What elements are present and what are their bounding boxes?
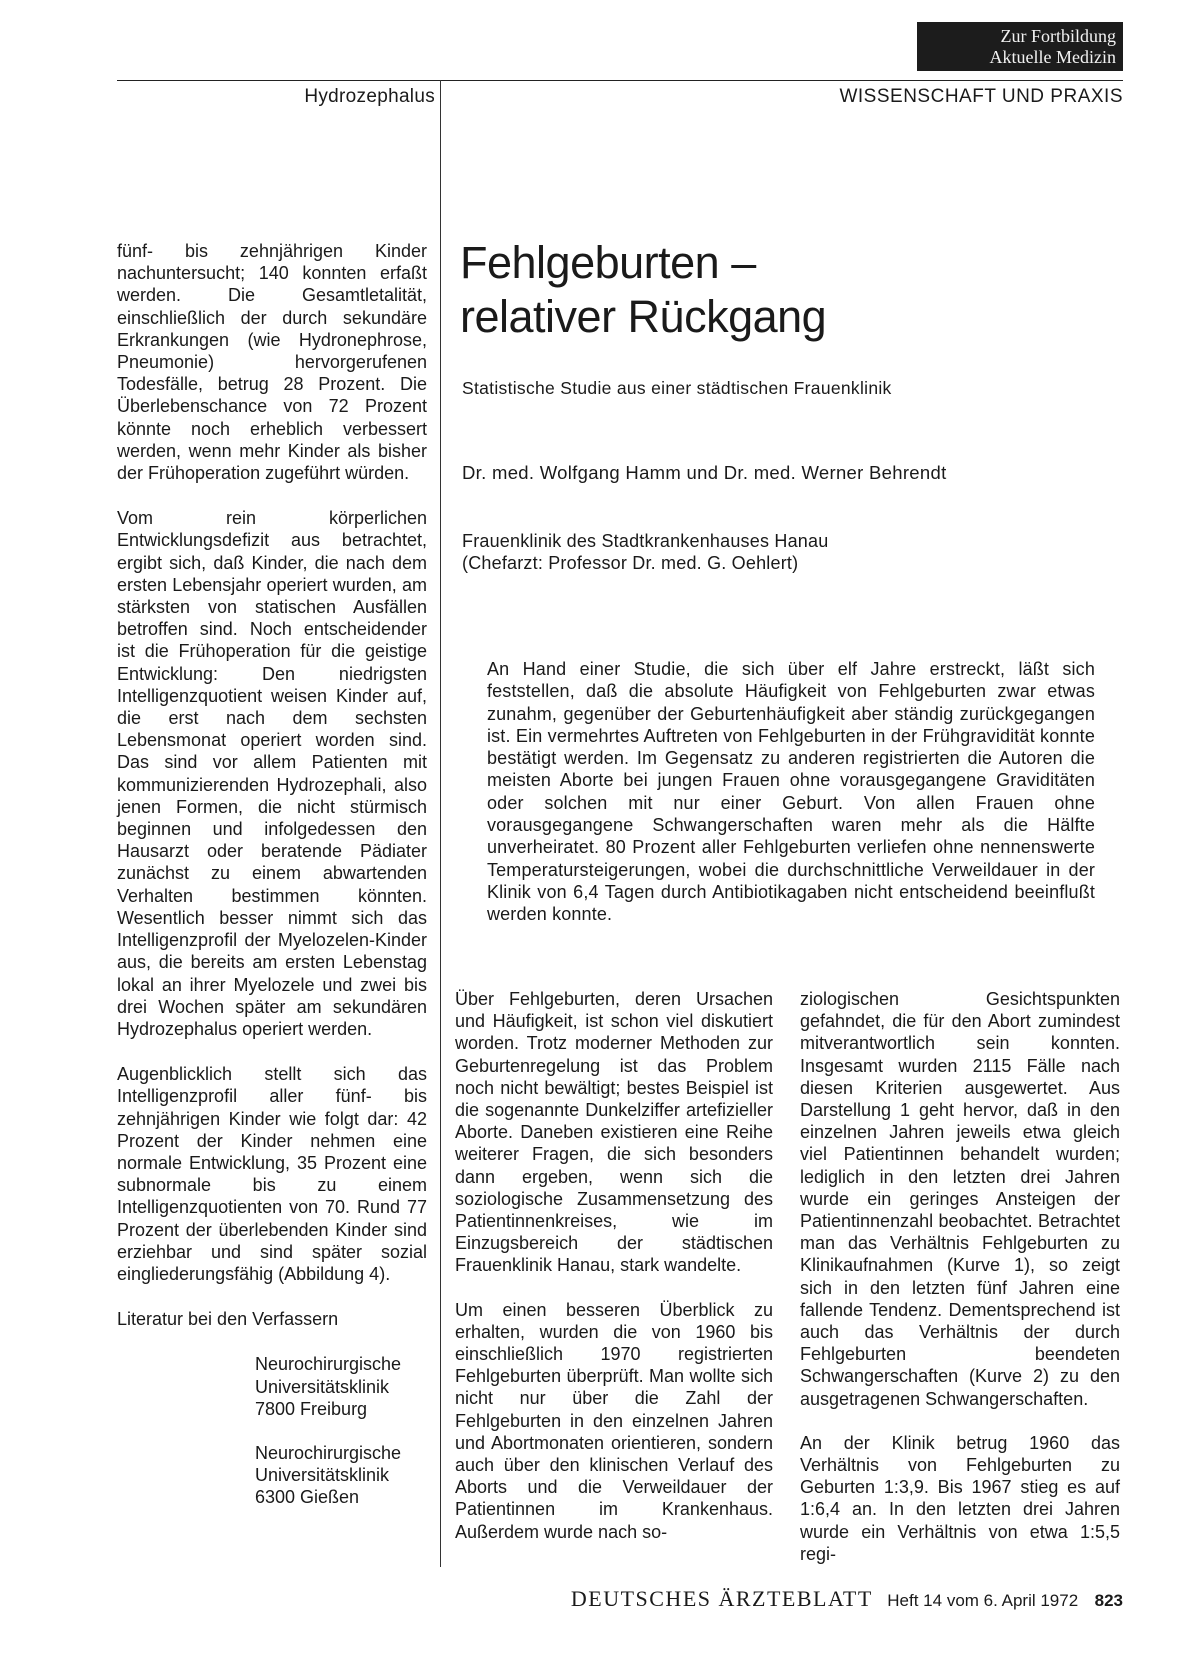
section-badge bbox=[917, 22, 1123, 71]
author-addresses bbox=[255, 1353, 427, 1508]
footer-journal: DEUTSCHES ÄRZTEBLATT bbox=[570, 1586, 873, 1611]
title-line-1: Fehlgeburten – bbox=[460, 237, 756, 288]
address-2-line-2: Universitätsklinik bbox=[255, 1465, 390, 1486]
footer-issue: Heft 14 vom 6. April 1972 bbox=[887, 1591, 1079, 1610]
body-column-1 bbox=[455, 988, 773, 1565]
left-paragraph-3: Augenblicklich stellt sich das Intelligenzprofil aller fünf- bis zehnjährigen Kinder wie folgt dar: 42 Prozent der Kinder nehmen eine normale Entwicklung, 35 Prozent eine subnormale bis zu einem Intelligenzquotienten von 70. Rund 77 Prozent der überlebenden Kinder sind erziehbar und sind später sozial eingliederungsfähig (Abbildung 4). bbox=[117, 1064, 427, 1284]
address-1-line-3: 7800 Freiburg bbox=[255, 1398, 368, 1419]
running-head-left: Hydrozephalus bbox=[304, 86, 435, 107]
running-head-right: WISSENSCHAFT UND PRAXIS bbox=[839, 86, 1123, 107]
literature-note: Literatur bei den Verfassern bbox=[117, 1309, 339, 1330]
left-paragraph-1: fünf- bis zehnjährigen Kinder nachuntersucht; 140 konnten erfaßt werden. Die Gesamtletalität, einschließlich der durch sekundäre Erkrankungen (wie Hydronephrose, Pneumonie) hervorgerufenen Todesfälle, betrug 28 Prozent. Die Überlebenschance von 72 Prozent könnte noch erheblich verbessert werden, wenn mehr Kinder als bisher der Frühoperation zugeführt würden. bbox=[117, 241, 427, 484]
article-title bbox=[460, 236, 1120, 344]
body-column-2 bbox=[800, 988, 1120, 1587]
body-paragraph-4: An der Klinik betrug 1960 das Verhältnis von Fehlgeburten zu Geburten 1:3,9. Bis 1967 stieg es auf 1:6,4 an. In den letzten drei Jahren wurde ein Verhältnis von etwa 1:5,5 regi- bbox=[800, 1432, 1120, 1564]
article-authors: Dr. med. Wolfgang Hamm und Dr. med. Werner Behrendt bbox=[462, 462, 947, 483]
article-subtitle: Statistische Studie aus einer städtischen Frauenklinik bbox=[462, 378, 892, 398]
address-2-line-1: Neurochirurgische bbox=[255, 1442, 402, 1463]
address-1-line-2: Universitätsklinik bbox=[255, 1376, 390, 1397]
address-2-line-3: 6300 Gießen bbox=[255, 1487, 360, 1508]
affiliation-line-2: (Chefarzt: Professor Dr. med. G. Oehlert) bbox=[462, 553, 799, 574]
body-paragraph-3: ziologischen Gesichtspunkten gefahndet, die für den Abort zumindest mitverantwortlich sein konnten. Insgesamt wurden 2115 Fälle nach diesen Kriterien ausgewertet. Aus Darstellung 1 geht hervor, daß in den einzelnen Jahren jeweils etwa gleich viel Patientinnen behandelt wurden; lediglich in den letzten drei Jahren wurde ein geringes Ansteigen der Patientinnenzahl beobachtet. Betrachtet man das Verhältnis Fehlgeburten zu Klinikaufnahmen (Kurve 1), so zeigt sich in den letzten fünf Jahren eine fallende Tendenz. Dementsprechend ist auch das Verhältnis der durch Fehlgeburten beendeten Schwangerschaften (Kurve 2) zu den ausgetragenen Schwangerschaften. bbox=[800, 989, 1120, 1409]
article-abstract: An Hand einer Studie, die sich über elf Jahre erstreckt, läßt sich feststellen, daß die absolute Häufigkeit von Fehlgeburten zwar etwas zunahm, gegenüber der Geburtenhäufigkeit aber ständig zurückgegangen ist. Ein vermehrtes Auftreten von Fehlgeburten in der Frühgravidität konnte bestätigt werden. Im Gegensatz zu anderen registrierten die Autoren die meisten Aborte bei jungen Frauen ohne vorausgegangene Graviditäten oder solchen mit nur einer Geburt. Von allen Frauen ohne vorausgegangene Schwangerschaften waren mehr als die Hälfte unverheiratet. 80 Prozent aller Fehlgeburten verliefen ohne nennenswerte Temperatursteigerungen, wobei die durchschnittliche Verweildauer in der Klinik von 6,4 Tagen durch Antibiotikagaben nicht entscheidend beeinflußt werden konnte. bbox=[487, 659, 1095, 925]
badge-line-1: Zur Fortbildung bbox=[1000, 26, 1116, 46]
badge-line-2: Aktuelle Medizin bbox=[989, 47, 1116, 67]
body-paragraph-2: Um einen besseren Überblick zu erhalten, wurden die von 1960 bis einschließlich 1970 registrierten Fehlgeburten überprüft. Man wollte sich nicht nur über die Zahl der Fehlgeburten in den einzelnen Jahren und Abortmonaten orientieren, sondern auch über den klinischen Verlauf des Aborts und die Verweildauer der Patientinnen im Krankenhaus. Außerdem wurde nach so- bbox=[455, 1299, 773, 1542]
page-footer bbox=[400, 1586, 1123, 1612]
header-rule bbox=[117, 80, 1123, 81]
affiliation-line-1: Frauenklinik des Stadtkrankenhauses Hanau bbox=[462, 531, 829, 551]
title-line-2: relativer Rückgang bbox=[460, 291, 827, 342]
address-2 bbox=[255, 1442, 427, 1509]
column-divider bbox=[440, 80, 441, 1567]
address-1 bbox=[255, 1353, 427, 1420]
article-affiliation bbox=[462, 530, 1122, 575]
address-1-line-1: Neurochirurgische bbox=[255, 1354, 402, 1375]
page-number: 823 bbox=[1094, 1591, 1123, 1610]
left-column bbox=[117, 240, 427, 1531]
left-paragraph-2: Vom rein körperlichen Entwicklungsdefizit aus betrachtet, ergibt sich, daß Kinder, die nach dem ersten Lebensjahr operiert wurden, am stärksten von statischen Ausfällen betroffen sind. Noch entscheidender ist die Frühoperation für die geistige Entwicklung: Den niedrigsten Intelligenzquotient weisen Kinder auf, die erst nach dem sechsten Lebensmonat operiert worden sind. Das sind vor allem Patienten mit kommunizierenden Hydrozephali, also jenen Formen, die nicht stürmisch beginnen und infolgedessen den Hausarzt oder beratende Pädiater zunächst zu einem abwartenden Verhalten bestimmen könnten. Wesentlich besser nimmt sich das Intelligenzprofil der Myelozelen-Kinder aus, die bereits am ersten Lebenstag lokal an ihrer Myelozele und zwei bis drei Wochen später am sekundären Hydrozephalus operiert werden. bbox=[117, 508, 427, 1039]
body-paragraph-1: Über Fehlgeburten, deren Ursachen und Häufigkeit, ist schon viel diskutiert worden. Trotz moderner Methoden zur Geburtenregelung ist das Problem noch nicht bewältigt; bestes Beispiel ist die sogenannte Dunkelziffer artefizieller Aborte. Daneben existieren eine Reihe weiterer Fragen, die sich besonders dann ergeben, wenn sich die soziologische Zusammensetzung des Patientinnenkreises, wie im Einzugsbereich der städtischen Frauenklinik Hanau, stark wandelte. bbox=[455, 989, 773, 1276]
